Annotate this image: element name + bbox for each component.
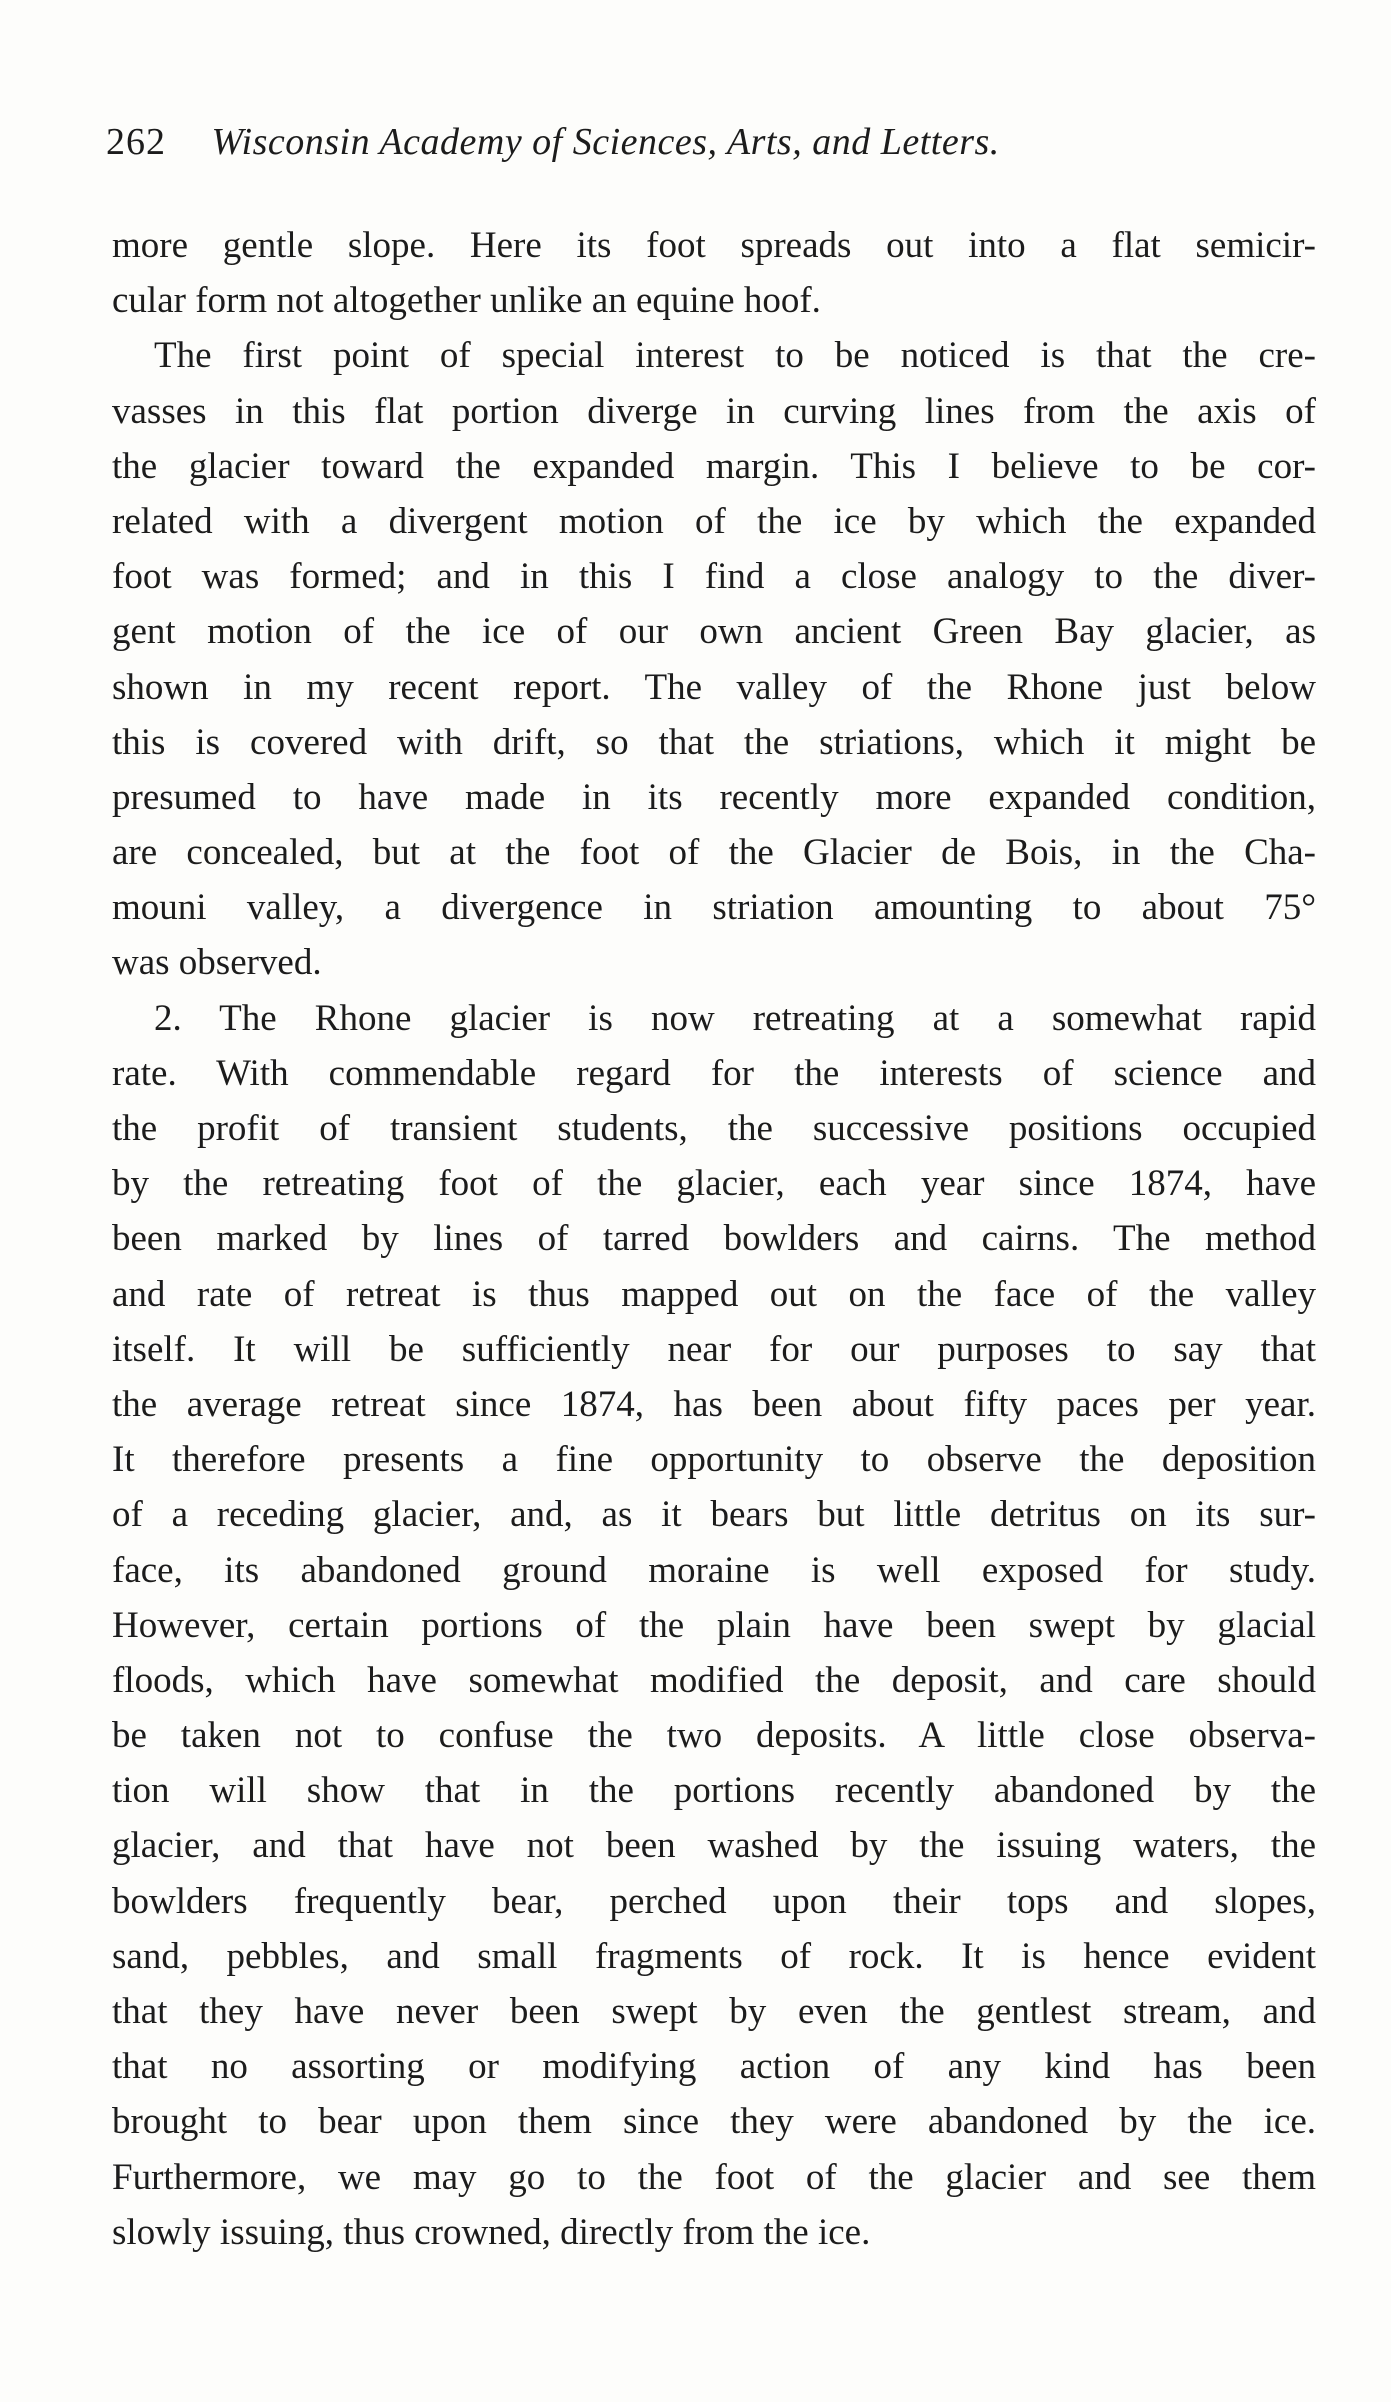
text-line: the profit of transient students, the successive positions occupied [112,1108,1316,1149]
text-line: and rate of retreat is thus mapped out on the face of the valley [112,1273,1316,1315]
text-line: itself. It will be sufficiently near for our purposes to say that [112,1328,1316,1370]
text-line: rate. With commendable regard for the interests of science and [112,1052,1316,1094]
body-text [112,218,1316,2260]
text-line: of a receding glacier, and, as it bears but little detritus on its sur- [112,1494,1316,1536]
text-line: glacier, and that have not been washed by the issuing waters, the [112,1825,1316,1867]
text-line: this is covered with drift, so that the striations, which it might be [112,721,1316,763]
text-line: that they have never been swept by even the gentlest stream, and [112,1991,1316,2032]
text-line: the glacier toward the expanded margin. This I believe to be cor- [112,445,1316,487]
text-line: more gentle slope. Here its foot spreads out into a flat semicir- [112,225,1316,266]
text-line: brought to bear upon them since they were abandoned by the ice. [112,2101,1316,2143]
text-line: by the retreating foot of the glacier, each year since 1874, have [112,1163,1316,1205]
text-line: be taken not to confuse the two deposits. A little close observa- [112,1715,1316,1757]
text-line: foot was formed; and in this I find a close analogy to the diver- [112,556,1316,598]
text-line: that no assorting or modifying action of any kind has been [112,2046,1316,2088]
text-line: The first point of special interest to be noticed is that the cre- [154,335,1316,377]
text-line: It therefore presents a fine opportunity to observe the deposition [112,1439,1316,1481]
text-line: tion will show that in the portions recently abandoned by the [112,1770,1316,1812]
text-line: are concealed, but at the foot of the Glacier de Bois, in the Cha- [112,832,1316,874]
text-line: 2. The Rhone glacier is now retreating at a somewhat rapid [154,997,1316,1039]
text-line: related with a divergent motion of the ice by which the expanded [112,500,1316,542]
text-line: However, certain portions of the plain have been swept by glacial [112,1604,1316,1646]
text-line: slowly issuing, thus crowned, directly from the ice. [112,2211,871,2253]
text-line: cular form not altogether unlike an equine hoof. [112,280,821,322]
page-header [106,112,1186,172]
text-line: floods, which have somewhat modified the deposit, and care should [112,1659,1316,1701]
text-line: bowlders frequently bear, perched upon their tops and slopes, [112,1880,1316,1922]
text-line: sand, pebbles, and small fragments of rock. It is hence evident [112,1935,1316,1977]
text-line: presumed to have made in its recently more expanded condition, [112,776,1316,818]
text-line: face, its abandoned ground moraine is well exposed for study. [112,1549,1316,1591]
text-line: mouni valley, a divergence in striation amounting to about 75° [112,887,1316,929]
text-line: gent motion of the ice of our own ancient Green Bay glacier, as [112,611,1316,653]
text-line: the average retreat since 1874, has been about fifty paces per year. [112,1383,1316,1425]
text-line: was observed. [112,942,322,984]
text-line: Furthermore, we may go to the foot of the glacier and see them [112,2156,1316,2198]
text-line: shown in my recent report. The valley of the Rhone just below [112,666,1316,708]
text-line: vasses in this flat portion diverge in curving lines from the axis of [112,390,1316,432]
page-number: 262 [106,121,166,163]
running-title: Wisconsin Academy of Sciences, Arts, and Letters. [211,121,1000,163]
text-line: been marked by lines of tarred bowlders and cairns. The method [112,1218,1316,1260]
